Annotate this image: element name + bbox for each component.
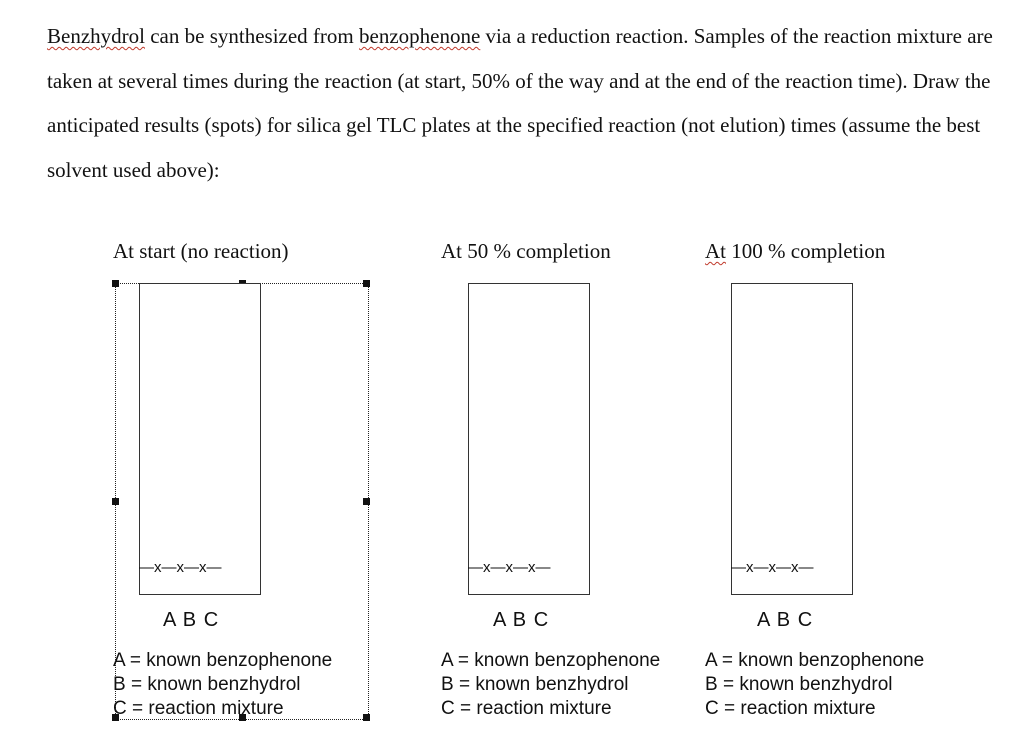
plate-100-baseline: —x—x—x— bbox=[731, 559, 814, 576]
panel-100-heading-rest: 100 % completion bbox=[726, 239, 886, 263]
legend-c: C = reaction mixture bbox=[441, 698, 612, 719]
legend-a: A = known benzophenone bbox=[705, 650, 925, 671]
plate-start-lane-labels: A B C bbox=[163, 609, 219, 631]
question-paragraph bbox=[47, 14, 1017, 192]
plate-100-lane-labels: A B C bbox=[757, 609, 813, 631]
panel-100-heading bbox=[705, 239, 885, 264]
misspelled-word-at: At bbox=[705, 239, 726, 263]
legend-b: B = known benzhydrol bbox=[705, 674, 893, 695]
plate-100-legend bbox=[705, 649, 924, 721]
legend-b: B = known benzhydrol bbox=[113, 674, 301, 695]
plate-50-legend bbox=[441, 649, 660, 721]
resize-handle-right[interactable] bbox=[363, 498, 370, 505]
panel-start-heading: At start (no reaction) bbox=[113, 239, 289, 263]
panel-50-heading: At 50 % completion bbox=[441, 239, 611, 263]
resize-handle-bottom-right[interactable] bbox=[363, 714, 370, 721]
plate-start-baseline: —x—x—x— bbox=[139, 559, 222, 576]
legend-a: A = known benzophenone bbox=[441, 650, 661, 671]
tlc-plate-50 bbox=[468, 283, 590, 595]
misspelled-word-benzophenone: benzophenone bbox=[359, 24, 481, 48]
resize-handle-top-right[interactable] bbox=[363, 280, 370, 287]
legend-c: C = reaction mixture bbox=[705, 698, 876, 719]
plate-50-lane-labels: A B C bbox=[493, 609, 549, 631]
plate-50-baseline: —x—x—x— bbox=[468, 559, 551, 576]
resize-handle-left[interactable] bbox=[112, 498, 119, 505]
legend-c: C = reaction mixture bbox=[113, 698, 284, 719]
tlc-plate-100 bbox=[731, 283, 853, 595]
legend-b: B = known benzhydrol bbox=[441, 674, 629, 695]
resize-handle-top-left[interactable] bbox=[112, 280, 119, 287]
question-text-part1: can be synthesized from bbox=[144, 24, 359, 48]
misspelled-word-benzhydrol: Benzhydrol bbox=[47, 24, 145, 48]
tlc-plate-start bbox=[139, 283, 261, 595]
question-text-part2: via a reduction reaction. Samples of the reaction mixture are taken at several times during the reaction (at start, 50% of the way and at the end of the reaction time). Draw the anticipated results (spots) for silica gel TLC plates at the specified reaction (not elution) times (assume the best solvent used above): bbox=[47, 24, 993, 182]
plate-start-legend bbox=[113, 649, 332, 721]
legend-a: A = known benzophenone bbox=[113, 650, 333, 671]
